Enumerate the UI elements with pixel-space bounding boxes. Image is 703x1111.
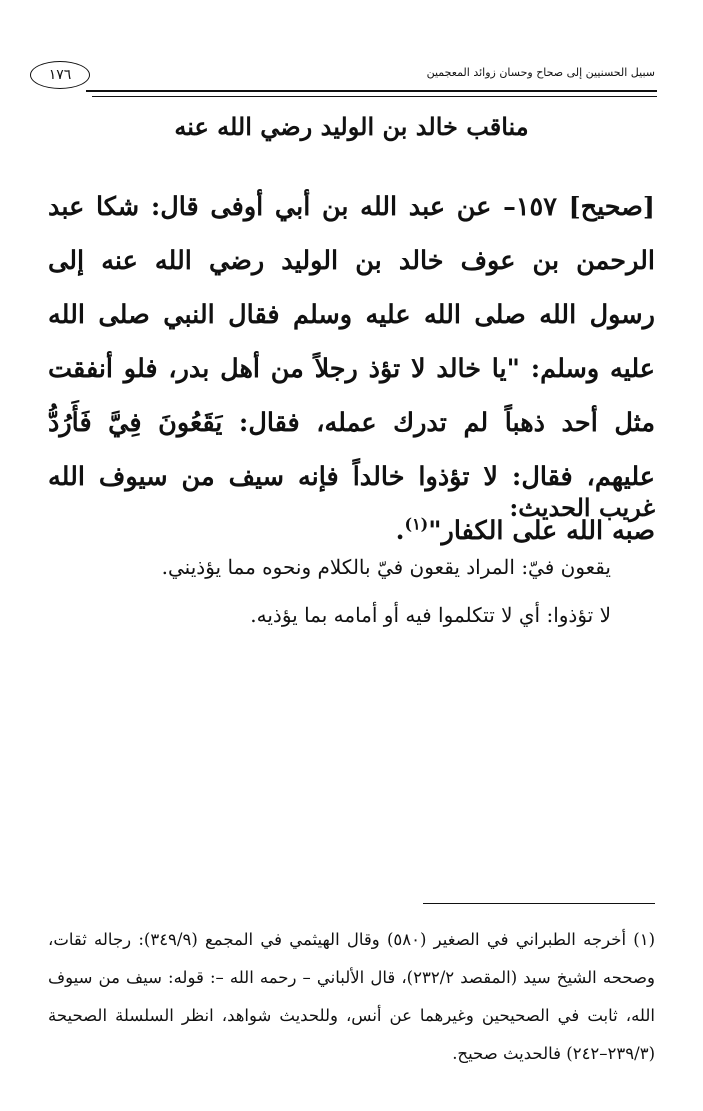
footnote: (١) أخرجه الطبراني في الصغير (٥٨٠) وقال الهيثمي في المجمع (٣٤٩/٩): رجاله ثقات، وصححه الشيخ سيد (المقصد ٢٣٢/٢)، قال الألباني – رحمه الله –: قوله: سيف من سيوف الله، ثابت في الصحيحين وغيرهما عن أنس، وللحديث شواهد، انظر السلسلة الصحيحة (٢٣٩/٣–٢٤٢) فالحديث صحيح. xyxy=(48,930,655,1063)
hadith-grade: [صحيح] xyxy=(568,192,655,222)
gharib-item: يقعون فيّ: المراد يقعون فيّ بالكلام ونحوه مما يؤذيني. xyxy=(161,555,611,579)
footnote-reference: (١) xyxy=(404,514,429,534)
footnote-divider xyxy=(423,903,655,904)
hadith-text: عن عبد الله بن أبي أوفى قال: شكا عبد الرحمن بن عوف خالد بن الوليد رضي الله عنه إلى رسول الله صلى الله عليه وسلم فقال النبي صلى الله عليه وسلم: "يا خالد لا تؤذ رجلاً من أهل بدر، فلو أنفقت مثل أحد ذهباً لم تدرك عمله، فقال: يَقَعُونَ فِيَّ فَأَرُدُّ عليهم، فقال: لا تؤذوا خالداً فإنه سيف من سيوف الله صبه الله على الكفار" xyxy=(48,192,655,546)
gharib-heading: غريب الحديث: xyxy=(509,493,655,522)
hadith-number: ١٥٧– xyxy=(503,192,557,222)
gharib-item: لا تؤذوا: أي لا تتكلموا فيه أو أمامه بما يؤذيه. xyxy=(250,603,611,627)
page-number: ١٧٦ xyxy=(30,61,90,89)
hadith-end-mark: . xyxy=(395,516,405,546)
running-title: سبيل الحسنيين إلى صحاح وحسان زوائد المعجمين xyxy=(426,66,655,79)
section-heading: مناقب خالد بن الوليد رضي الله عنه xyxy=(174,112,529,141)
gharib-list xyxy=(48,543,611,639)
header-rule-thick xyxy=(86,90,657,92)
header-rule-thin xyxy=(92,96,657,97)
